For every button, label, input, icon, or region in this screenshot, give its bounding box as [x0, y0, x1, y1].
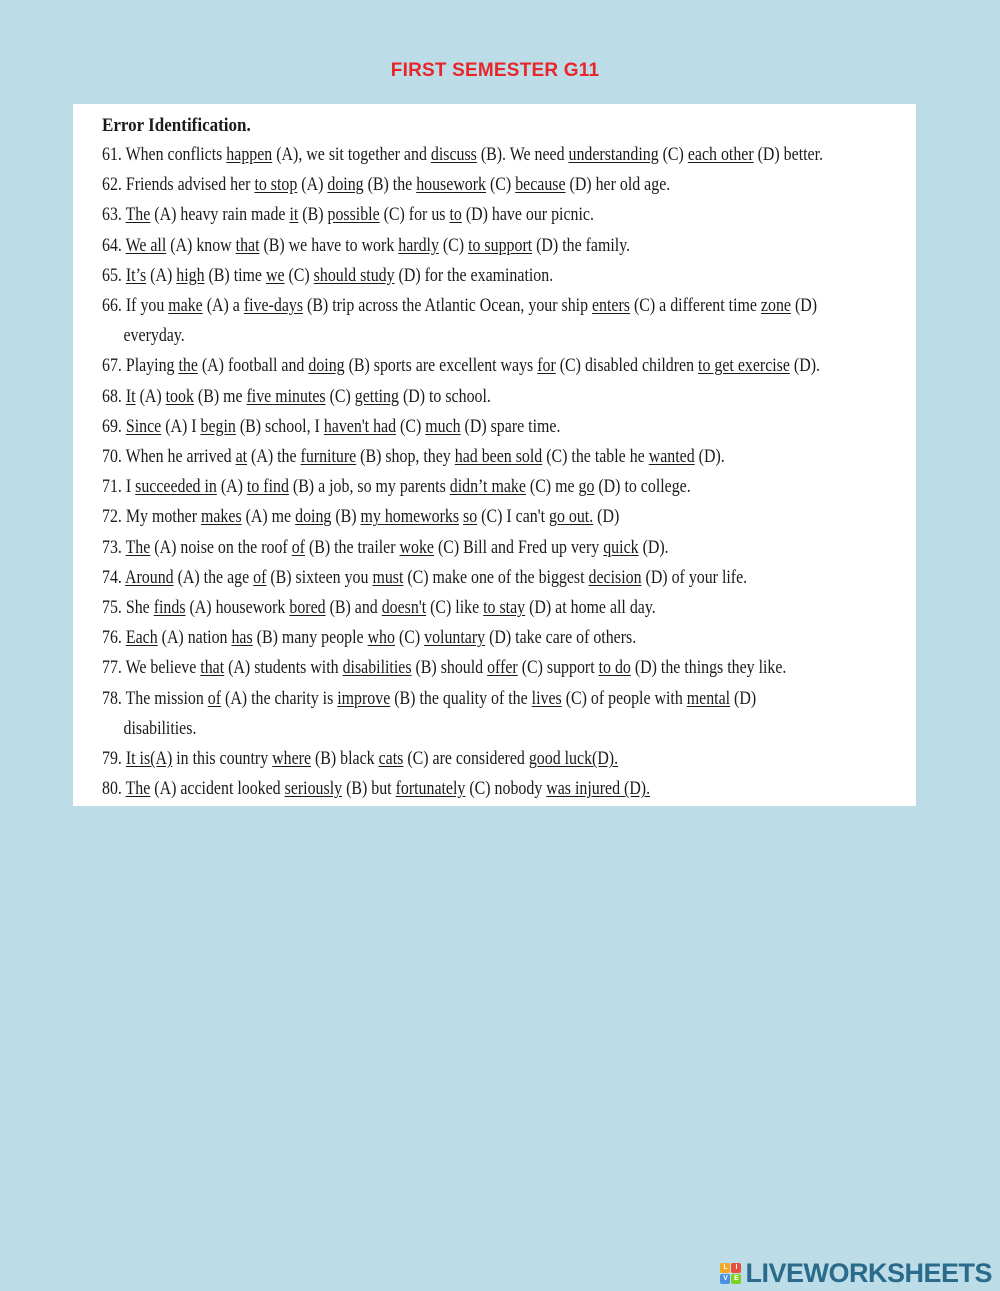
underlined-option: doesn't — [381, 598, 427, 619]
question-text: (C) I can't — [477, 507, 549, 528]
question-text: (D) to school. — [398, 386, 491, 407]
question-number: 80. — [102, 779, 122, 800]
question-text: (D). — [789, 356, 820, 377]
worksheet-content — [73, 104, 916, 804]
underlined-option: each other — [687, 145, 754, 165]
question-text: (A) — [146, 265, 177, 286]
underlined-option: must — [372, 567, 404, 588]
question-number: 72. — [102, 507, 122, 528]
underlined-option: make — [168, 296, 203, 317]
question-text: (B) time — [204, 265, 266, 286]
question-text: (A) nation — [157, 628, 232, 649]
question-text: The mission — [121, 688, 208, 709]
underlined-option: was injured (D). — [546, 779, 651, 800]
question-item — [102, 563, 785, 593]
underlined-option: doing — [327, 175, 364, 196]
question-text: We believe — [121, 658, 201, 679]
question-item — [102, 502, 785, 532]
section-heading: Error Identification. — [102, 116, 251, 136]
question-number: 65. — [102, 265, 122, 286]
underlined-option: understanding — [568, 145, 659, 165]
question-text: (B) we have to work — [259, 235, 399, 256]
underlined-option: We all — [125, 235, 167, 256]
underlined-option: that — [200, 658, 225, 679]
question-text: in this country — [172, 749, 273, 770]
question-item — [102, 653, 785, 683]
question-text: I — [121, 477, 136, 498]
logo-letter-i: I — [731, 1263, 741, 1273]
underlined-option: offer — [487, 658, 518, 679]
question-number: 70. — [102, 447, 122, 468]
question-text: (A) the charity is — [221, 688, 338, 709]
question-text: (B) sports are excellent ways — [344, 356, 538, 377]
question-number: 62. — [102, 175, 122, 196]
question-number: 76. — [102, 628, 122, 649]
question-text: (B) black — [311, 749, 379, 770]
underlined-option: because — [515, 175, 566, 196]
logo-letter-e: E — [731, 1274, 741, 1284]
question-text: (D) better. — [753, 145, 824, 165]
question-number: 61. — [102, 145, 122, 165]
question-text: (A) — [297, 175, 328, 196]
question-item — [102, 774, 785, 804]
underlined-option: that — [235, 235, 260, 256]
underlined-option: five minutes — [246, 386, 326, 407]
question-item — [102, 593, 785, 623]
underlined-option: of — [207, 688, 222, 709]
question-text: (D) take care of others. — [485, 628, 637, 649]
underlined-option: seriously — [284, 779, 343, 800]
question-text: (D) of your life. — [641, 567, 748, 588]
underlined-option: my homeworks — [360, 507, 460, 528]
question-item — [102, 442, 785, 472]
question-text: (D). — [694, 447, 725, 468]
question-text: (B) and — [325, 598, 382, 619]
underlined-option: at — [235, 447, 248, 468]
underlined-option: didn’t make — [449, 477, 526, 498]
underlined-option: voluntary — [424, 628, 486, 649]
underlined-option: decision — [588, 567, 642, 588]
question-text: (C) for us — [379, 205, 450, 226]
question-text: (C) the table he — [542, 447, 649, 468]
underlined-option: enters — [591, 296, 630, 317]
underlined-option: to — [449, 205, 462, 226]
question-text: (A) a — [202, 296, 244, 317]
question-text: (C) of people with — [561, 688, 687, 709]
question-text: (C) — [396, 416, 426, 437]
question-text: (C) me — [525, 477, 579, 498]
question-text: (B) should — [411, 658, 488, 679]
question-number: 73. — [102, 537, 122, 558]
question-text: (B) many people — [252, 628, 368, 649]
underlined-option: It’s — [125, 265, 147, 286]
underlined-option: mental — [686, 688, 731, 709]
question-text: Friends advised her — [121, 175, 255, 196]
question-text: (B) me — [193, 386, 247, 407]
underlined-option: had been sold — [454, 447, 543, 468]
underlined-option: discuss — [430, 145, 477, 165]
question-number: 69. — [102, 416, 122, 437]
question-item — [102, 684, 785, 714]
logo-letter-l: L — [720, 1263, 730, 1273]
question-number: 71. — [102, 477, 122, 498]
question-text: (A) — [135, 386, 166, 407]
underlined-option: to do — [598, 658, 631, 679]
underlined-option: disabilities — [342, 658, 412, 679]
question-text: (B) the — [363, 175, 417, 196]
underlined-option: where — [272, 749, 312, 770]
underlined-option: go — [578, 477, 595, 498]
question-text: (D) — [730, 688, 757, 709]
question-text: (B) the trailer — [304, 537, 400, 558]
underlined-option: succeeded in — [135, 477, 217, 498]
question-number: 66. — [102, 296, 122, 317]
question-text: If you — [121, 296, 169, 317]
question-text: (C) are considered — [403, 749, 529, 770]
underlined-option: The — [125, 779, 151, 800]
underlined-option: improve — [337, 688, 391, 709]
question-item — [102, 170, 785, 200]
question-text: (A) I — [161, 416, 201, 437]
underlined-option: so — [463, 507, 478, 528]
question-item — [102, 472, 785, 502]
underlined-option: fortunately — [395, 779, 466, 800]
question-number: 78. — [102, 688, 122, 709]
question-text: (A) housework — [185, 598, 290, 619]
question-item — [102, 744, 785, 774]
question-text: (D) the things they like. — [630, 658, 787, 679]
underlined-option: It — [125, 386, 136, 407]
brand-logo[interactable] — [720, 1257, 992, 1289]
underlined-option: of — [253, 567, 267, 588]
question-text: (B) but — [342, 779, 396, 800]
question-text: (A) me — [241, 507, 296, 528]
underlined-option: for — [537, 356, 556, 377]
question-text: (D). — [638, 537, 669, 558]
question-item — [102, 623, 785, 653]
question-text: (B) — [298, 205, 328, 226]
question-text: (B) a job, so my parents — [288, 477, 450, 498]
underlined-option: to stay — [483, 598, 526, 619]
question-text: (B) shop, they — [356, 447, 455, 468]
underlined-option: possible — [327, 205, 380, 226]
question-continuation: everyday. — [123, 326, 185, 347]
question-text: When he arrived — [121, 447, 236, 468]
underlined-option: to find — [246, 477, 289, 498]
underlined-option: cats — [378, 749, 404, 770]
question-text: (C) — [658, 145, 688, 165]
underlined-option: good luck(D). — [528, 749, 619, 770]
underlined-option: high — [176, 265, 205, 286]
question-text: (D) at home all day. — [525, 598, 656, 619]
underlined-option: The — [125, 205, 151, 226]
question-continuation: disabilities. — [123, 718, 197, 739]
underlined-option: we — [265, 265, 285, 286]
underlined-option: should study — [313, 265, 395, 286]
question-text: (C) disabled children — [555, 356, 699, 377]
question-text: (C) Bill and Fred up very — [433, 537, 604, 558]
underlined-option: lives — [531, 688, 562, 709]
question-item — [102, 140, 824, 170]
brand-text: LIVEWORKSHEETS — [745, 1257, 992, 1288]
question-text: (A) football and — [197, 356, 309, 377]
question-text: (A) the age — [173, 567, 254, 588]
underlined-option: doing — [308, 356, 345, 377]
question-item — [102, 291, 818, 321]
question-text: (B) sixteen you — [266, 567, 373, 588]
underlined-option: makes — [200, 507, 242, 528]
underlined-option: zone — [760, 296, 791, 317]
underlined-option: happen — [226, 145, 273, 165]
question-text: (D) spare time. — [460, 416, 561, 437]
underlined-option: has — [231, 628, 253, 649]
question-text: (A), we sit together and — [272, 145, 431, 165]
underlined-option: much — [425, 416, 461, 437]
underlined-option: Each — [125, 628, 158, 649]
question-item — [102, 200, 785, 230]
question-text: (A) accident looked — [150, 779, 285, 800]
worksheet-page — [73, 104, 916, 806]
underlined-option: to support — [468, 235, 533, 256]
question-number: 67. — [102, 356, 122, 377]
page-title: FIRST SEMESTER G11 — [390, 60, 600, 81]
underlined-option: housework — [416, 175, 487, 196]
underlined-option: wanted — [648, 447, 695, 468]
underlined-option: bored — [289, 598, 326, 619]
question-text: Playing — [121, 356, 179, 377]
question-text: (C) like — [426, 598, 484, 619]
underlined-option: quick — [603, 537, 639, 558]
question-text: (D) for the examination. — [394, 265, 554, 286]
question-item — [102, 533, 785, 563]
underlined-option: it — [289, 205, 299, 226]
question-text: (C) — [438, 235, 469, 256]
question-item — [102, 231, 785, 261]
question-text: (B) school, I — [235, 416, 324, 437]
question-number: 64. — [102, 235, 122, 256]
question-text: (B) — [331, 507, 361, 528]
question-text: (C) — [325, 386, 355, 407]
question-list — [102, 140, 896, 804]
question-text: (D) — [790, 296, 818, 317]
question-text: When conflicts — [121, 145, 227, 165]
question-number: 68. — [102, 386, 122, 407]
question-text: (D) — [593, 507, 620, 528]
question-text: (C) — [284, 265, 314, 286]
question-text: (A) the — [247, 447, 301, 468]
question-number: 75. — [102, 598, 122, 619]
question-text: (B) trip across the Atlantic Ocean, your ship — [303, 296, 592, 317]
underlined-option: go out. — [548, 507, 594, 528]
question-text: (B) the quality of the — [390, 688, 532, 709]
underlined-option: doing — [295, 507, 332, 528]
question-text: (D) her old age. — [565, 175, 671, 196]
question-item — [102, 382, 785, 412]
question-text: (C) — [486, 175, 516, 196]
underlined-option: The — [125, 537, 151, 558]
question-text: (D) have our picnic. — [461, 205, 594, 226]
underlined-option: woke — [399, 537, 434, 558]
underlined-option: the — [178, 356, 198, 377]
underlined-option: getting — [354, 386, 399, 407]
underlined-option: to stop — [254, 175, 298, 196]
question-text: (A) — [216, 477, 247, 498]
question-text: (B). We need — [476, 145, 569, 165]
question-number: 63. — [102, 205, 122, 226]
question-number: 79. — [102, 749, 122, 770]
question-text: (A) heavy rain made — [150, 205, 290, 226]
liveworksheets-logo-icon — [720, 1263, 741, 1284]
question-text: She — [121, 598, 154, 619]
question-text: (C) support — [517, 658, 599, 679]
question-text: (C) — [394, 628, 425, 649]
underlined-option: It is(A) — [125, 749, 173, 770]
logo-letter-v: V — [720, 1274, 730, 1284]
question-number: 77. — [102, 658, 122, 679]
question-text: (A) noise on the roof — [150, 537, 292, 558]
question-item — [102, 351, 820, 381]
underlined-option: who — [367, 628, 395, 649]
question-item — [102, 412, 785, 442]
underlined-option: to get exercise — [698, 356, 790, 377]
question-text: (D) the family. — [532, 235, 631, 256]
underlined-option: Around — [124, 567, 174, 588]
question-text: My mother — [121, 507, 201, 528]
question-text: (A) know — [166, 235, 236, 256]
question-text: (C) a different time — [629, 296, 761, 317]
question-number: 74. — [102, 567, 122, 588]
question-item — [102, 261, 785, 291]
underlined-option: furniture — [300, 447, 357, 468]
underlined-option: Since — [125, 416, 162, 437]
underlined-option: of — [291, 537, 305, 558]
question-text: (D) to college. — [594, 477, 691, 498]
underlined-option: hardly — [398, 235, 439, 256]
question-text: (C) make one of the biggest — [403, 567, 589, 588]
underlined-option: finds — [153, 598, 186, 619]
underlined-option: begin — [200, 416, 236, 437]
underlined-option: took — [165, 386, 194, 407]
underlined-option: five-days — [243, 296, 304, 317]
underlined-option: haven't had — [323, 416, 397, 437]
question-text: (C) nobody — [465, 779, 547, 800]
question-text: (A) students with — [224, 658, 343, 679]
